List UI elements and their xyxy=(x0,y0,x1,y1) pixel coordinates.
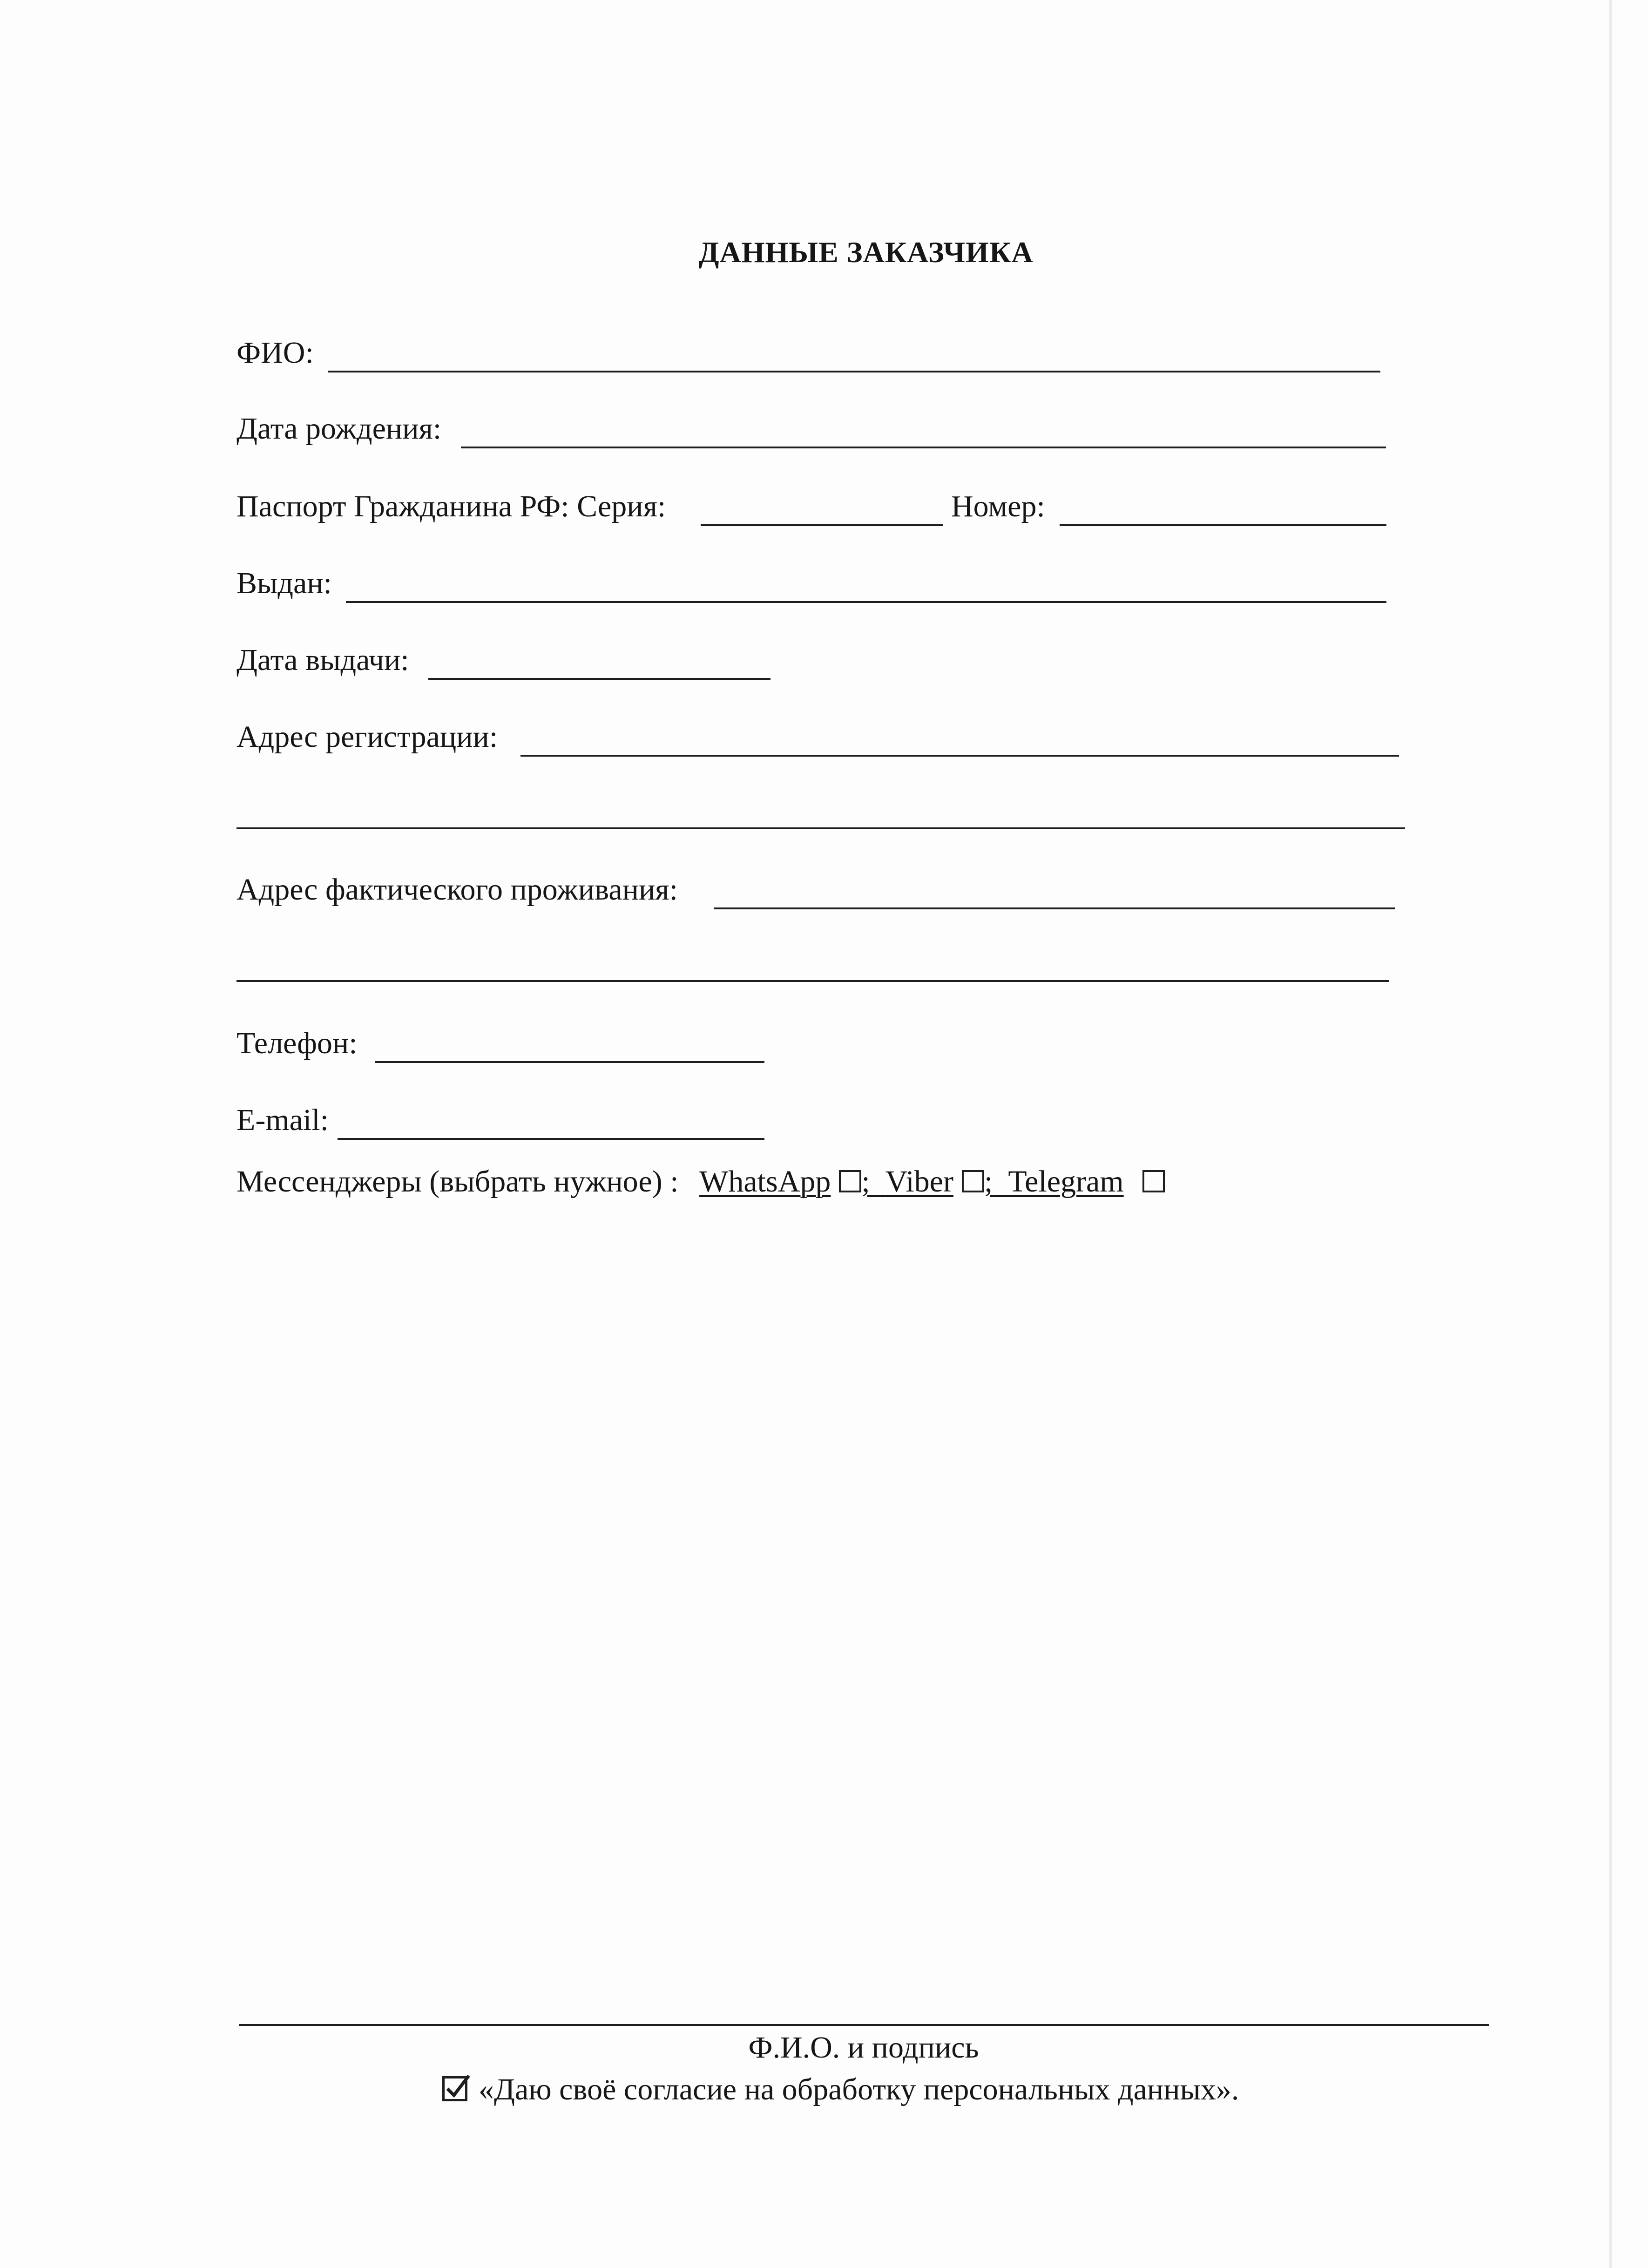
telegram-label: Telegram xyxy=(1008,1164,1124,1198)
phone-row xyxy=(237,1026,795,1068)
issue-date-row xyxy=(237,643,795,684)
issued-by-field[interactable] xyxy=(346,601,1386,603)
reg-address-field[interactable] xyxy=(520,755,1399,757)
passport-number-field[interactable] xyxy=(1060,524,1386,526)
passport-series-label: Паспорт Гражданина РФ: Серия: xyxy=(237,489,666,523)
passport-row xyxy=(237,489,1386,531)
passport-series-field[interactable] xyxy=(701,524,943,526)
separator: ; xyxy=(861,1164,870,1198)
whatsapp-label: WhatsApp xyxy=(699,1164,831,1198)
viber-label: Viber xyxy=(885,1164,954,1198)
consent-row xyxy=(442,2072,1239,2107)
consent-text: «Даю своё согласие на обработку персональных данных». xyxy=(479,2072,1239,2106)
email-field[interactable] xyxy=(338,1138,764,1140)
issued-by-label: Выдан: xyxy=(237,566,332,600)
page-title: ДАННЫЕ ЗАКАЗЧИКА xyxy=(698,236,1034,269)
fio-row xyxy=(237,335,1382,377)
telegram-checkbox[interactable] xyxy=(1142,1170,1165,1192)
fio-field[interactable] xyxy=(328,371,1380,372)
issue-date-field[interactable] xyxy=(428,678,770,680)
consent-checkbox[interactable] xyxy=(442,2076,467,2101)
messengers-options xyxy=(699,1164,1165,1198)
actual-address-field-line2[interactable] xyxy=(237,980,1389,982)
separator: ; xyxy=(984,1164,993,1198)
actual-address-label: Адрес фактического проживания: xyxy=(237,873,678,907)
messengers-row xyxy=(237,1164,1165,1199)
email-row xyxy=(237,1103,795,1144)
checkmark-icon xyxy=(442,2072,472,2102)
birth-date-row xyxy=(237,411,1386,453)
messengers-label: Мессенджеры (выбрать нужное) : xyxy=(237,1164,679,1198)
birth-date-field[interactable] xyxy=(461,447,1386,448)
actual-address-field[interactable] xyxy=(714,907,1395,909)
birth-date-label: Дата рождения: xyxy=(237,412,442,446)
reg-address-label: Адрес регистрации: xyxy=(237,720,498,754)
email-label: E-mail: xyxy=(237,1103,329,1137)
reg-address-row xyxy=(237,719,1400,761)
signature-line[interactable] xyxy=(239,2024,1489,2026)
signature-label: Ф.И.О. и подпись xyxy=(748,2031,979,2065)
issue-date-label: Дата выдачи: xyxy=(237,643,409,677)
whatsapp-checkbox[interactable] xyxy=(839,1170,861,1192)
actual-address-row xyxy=(237,872,1396,914)
viber-checkbox[interactable] xyxy=(962,1170,984,1192)
reg-address-field-line2[interactable] xyxy=(237,827,1405,829)
phone-label: Телефон: xyxy=(237,1026,358,1060)
phone-field[interactable] xyxy=(375,1061,764,1063)
issued-by-row xyxy=(237,566,1386,608)
page-edge-shadow xyxy=(1609,0,1612,2268)
passport-number-label: Номер: xyxy=(951,489,1045,523)
fio-label: ФИО: xyxy=(237,336,314,370)
